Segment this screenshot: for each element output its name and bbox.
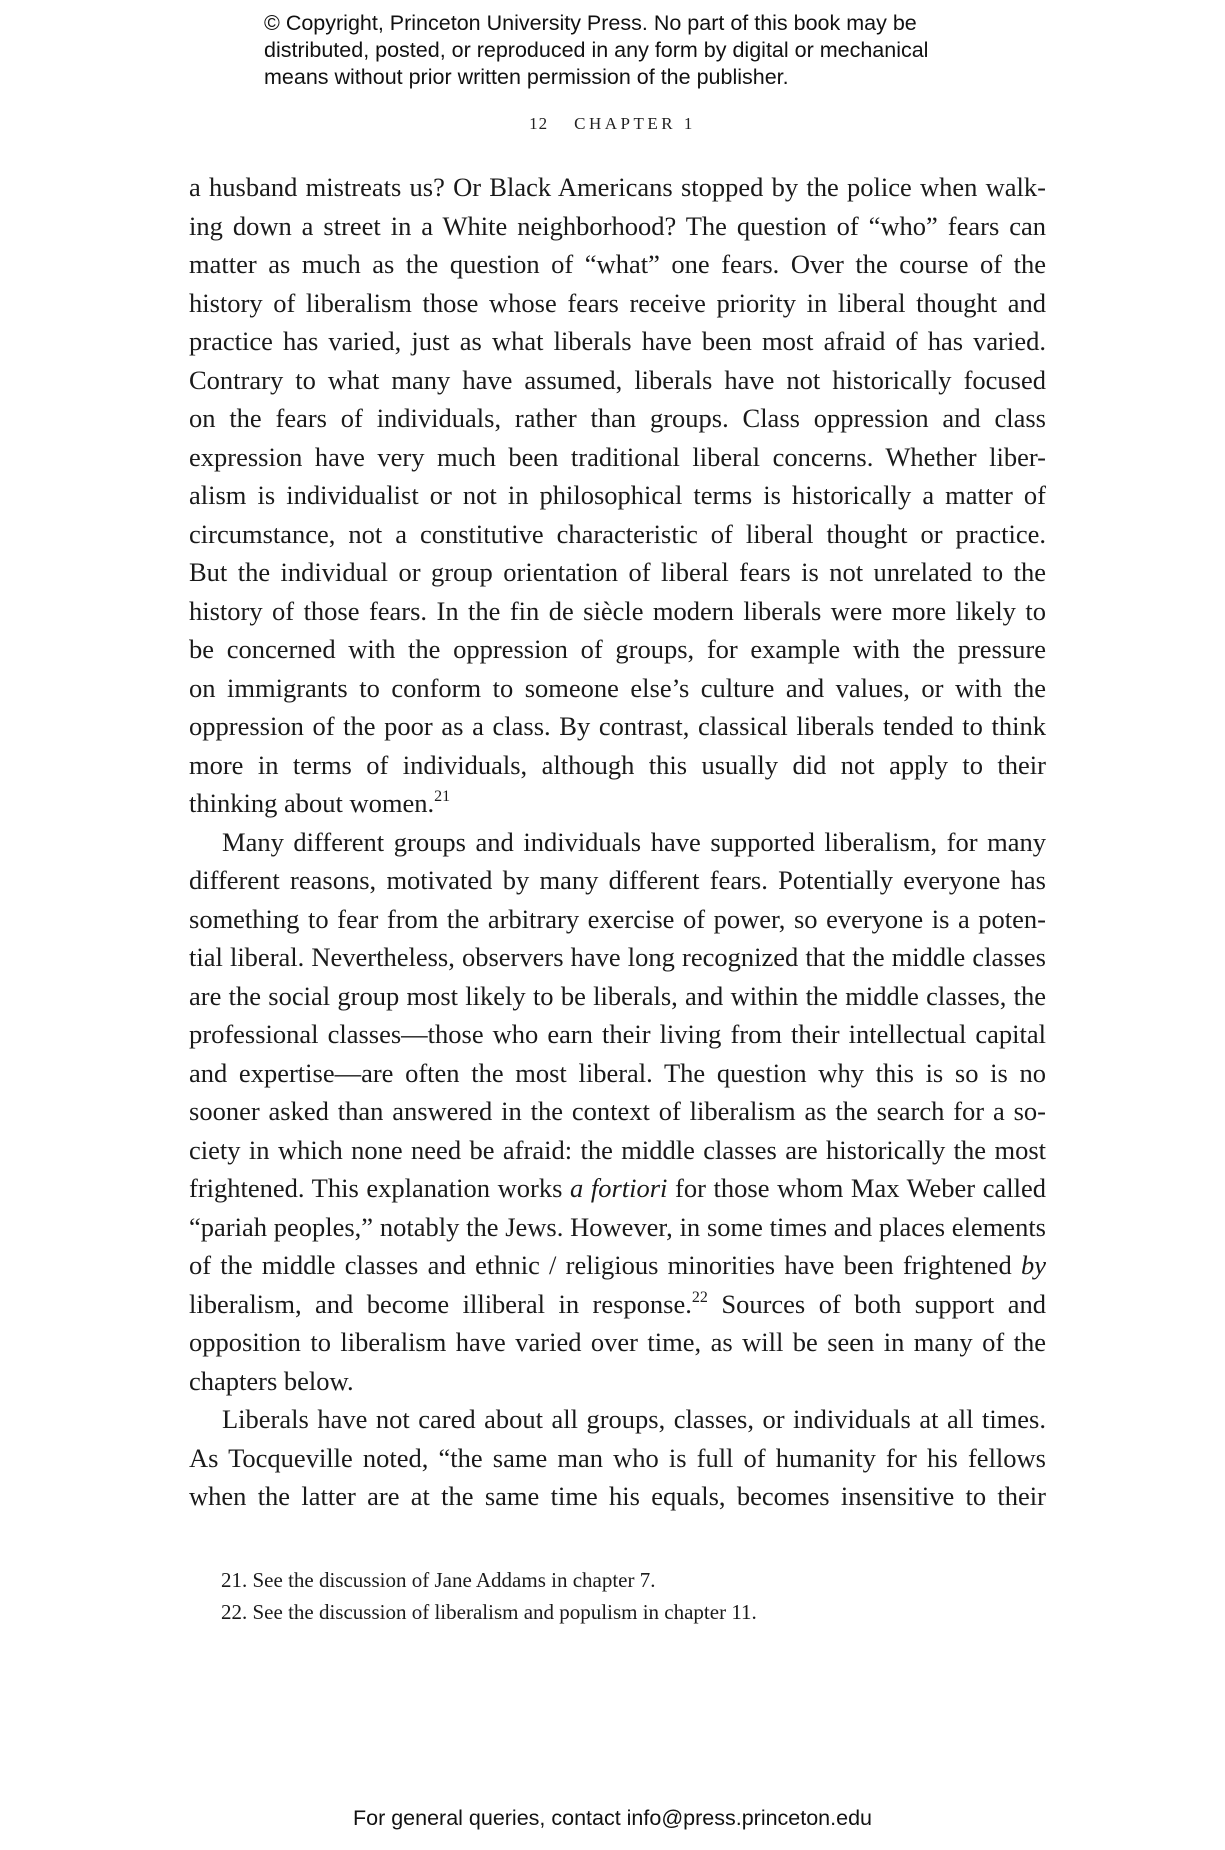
text-segment: thinking about women. bbox=[189, 788, 435, 818]
copyright-line: © Copyright, Princeton University Press. No part of this book may be bbox=[264, 11, 917, 35]
text-segment: frightened. This explanation works bbox=[189, 1173, 570, 1203]
text-line: tial liberal. Nevertheless, observers have long recognized that the middle classes bbox=[189, 942, 1046, 972]
text-line bbox=[189, 1246, 1046, 1285]
text-line: history of liberalism those whose fears receive priority in liberal thought and bbox=[189, 287, 1046, 318]
text-line: more in terms of individuals, although this usually did not apply to their bbox=[189, 749, 1046, 780]
copyright-line: means without prior written permission of the publisher. bbox=[264, 65, 789, 89]
paragraph bbox=[189, 1400, 1046, 1516]
text-line: oppression of the poor as a class. By contrast, classical liberals tended to think bbox=[189, 711, 1046, 741]
text-segment: of the middle classes and ethnic / religious minorities have been frightened bbox=[189, 1250, 1021, 1280]
text-line: be concerned with the oppression of groups, for example with the pressure bbox=[189, 634, 1046, 664]
text-line: alism is individualist or not in philosophical terms is historically a matter of bbox=[189, 480, 1046, 510]
text-line: circumstance, not a constitutive characteristic of liberal thought or practice. bbox=[189, 518, 1046, 549]
text-segment: Sources of both support and bbox=[707, 1288, 1046, 1319]
italic-phrase: a fortiori bbox=[569, 1173, 668, 1203]
page-number: 12 bbox=[529, 114, 549, 133]
footnote-21: 21. See the discussion of Jane Addams in chapter 7. bbox=[221, 1568, 656, 1592]
text-line: something to fear from the arbitrary exercise of power, so everyone is a poten- bbox=[189, 903, 1046, 934]
text-line: Contrary to what many have assumed, liberals have not historically focused bbox=[189, 364, 1046, 395]
copyright-line: distributed, posted, or reproduced in any form by digital or mechanical bbox=[264, 38, 929, 62]
text-line: opposition to liberalism have varied over time, as will be seen in many of the bbox=[189, 1327, 1046, 1357]
text-line: different reasons, motivated by many different fears. Potentially everyone has bbox=[189, 865, 1046, 895]
text-line: chapters below. bbox=[189, 1365, 354, 1396]
text-line: a husband mistreats us? Or Black Americans stopped by the police when walk- bbox=[189, 172, 1046, 202]
text-line bbox=[189, 1285, 1046, 1324]
text-line: As Tocqueville noted, “the same man who is full of humanity for his fellows bbox=[189, 1442, 1046, 1473]
text-line: But the individual or group orientation of liberal fears is not unrelated to the bbox=[189, 557, 1046, 587]
body-text bbox=[189, 168, 1046, 1516]
text-line: ciety in which none need be afraid: the middle classes are historically the most bbox=[189, 1134, 1046, 1165]
footnote-ref-22: 22 bbox=[691, 1288, 708, 1306]
footnote-ref-21: 21 bbox=[434, 788, 451, 805]
text-line: “pariah peoples,” notably the Jews. However, in some times and places elements bbox=[189, 1211, 1046, 1242]
text-line: are the social group most likely to be liberals, and within the middle classes, the bbox=[189, 980, 1046, 1011]
copyright-notice bbox=[264, 10, 1024, 91]
text-line bbox=[189, 784, 1046, 823]
italic-word: by bbox=[1020, 1250, 1046, 1280]
text-line bbox=[189, 1169, 1046, 1208]
text-line: Many different groups and individuals have supported liberalism, for many bbox=[222, 826, 1046, 857]
text-segment: for those whom Max Weber called bbox=[667, 1173, 1046, 1203]
text-line: Liberals have not cared about all groups, classes, or individuals at all times. bbox=[222, 1404, 1046, 1434]
text-line: sooner asked than answered in the context of liberalism as the search for a so- bbox=[189, 1096, 1046, 1126]
text-line: ing down a street in a White neighborhood? The question of “who” fears can bbox=[189, 210, 1046, 241]
paragraph bbox=[189, 823, 1046, 1401]
text-line: history of those fears. In the fin de siècle modern liberals were more likely to bbox=[189, 595, 1046, 626]
running-head bbox=[0, 114, 1225, 134]
footer-contact: For general queries, contact info@press.princeton.edu bbox=[352, 1806, 872, 1830]
chapter-label: CHAPTER 1 bbox=[574, 114, 696, 133]
text-line: on immigrants to conform to someone else’s culture and values, or with the bbox=[189, 672, 1046, 703]
text-line: practice has varied, just as what liberals have been most afraid of has varied. bbox=[189, 326, 1046, 356]
text-line: matter as much as the question of “what” one fears. Over the course of the bbox=[189, 249, 1046, 279]
footnotes bbox=[221, 1564, 1041, 1628]
text-line: and expertise—are often the most liberal. The question why this is so is no bbox=[189, 1057, 1046, 1088]
footnote-22: 22. See the discussion of liberalism and populism in chapter 11. bbox=[221, 1600, 757, 1624]
text-segment: liberalism, and become illiberal in response. bbox=[189, 1288, 692, 1319]
text-line: when the latter are at the same time his equals, becomes insensitive to their bbox=[189, 1481, 1046, 1511]
text-line: on the fears of individuals, rather than groups. Class oppression and class bbox=[189, 403, 1046, 433]
text-line: professional classes—those who earn their living from their intellectual capital bbox=[189, 1019, 1046, 1049]
text-line: expression have very much been traditional liberal concerns. Whether liber- bbox=[189, 441, 1046, 472]
paragraph bbox=[189, 168, 1046, 823]
